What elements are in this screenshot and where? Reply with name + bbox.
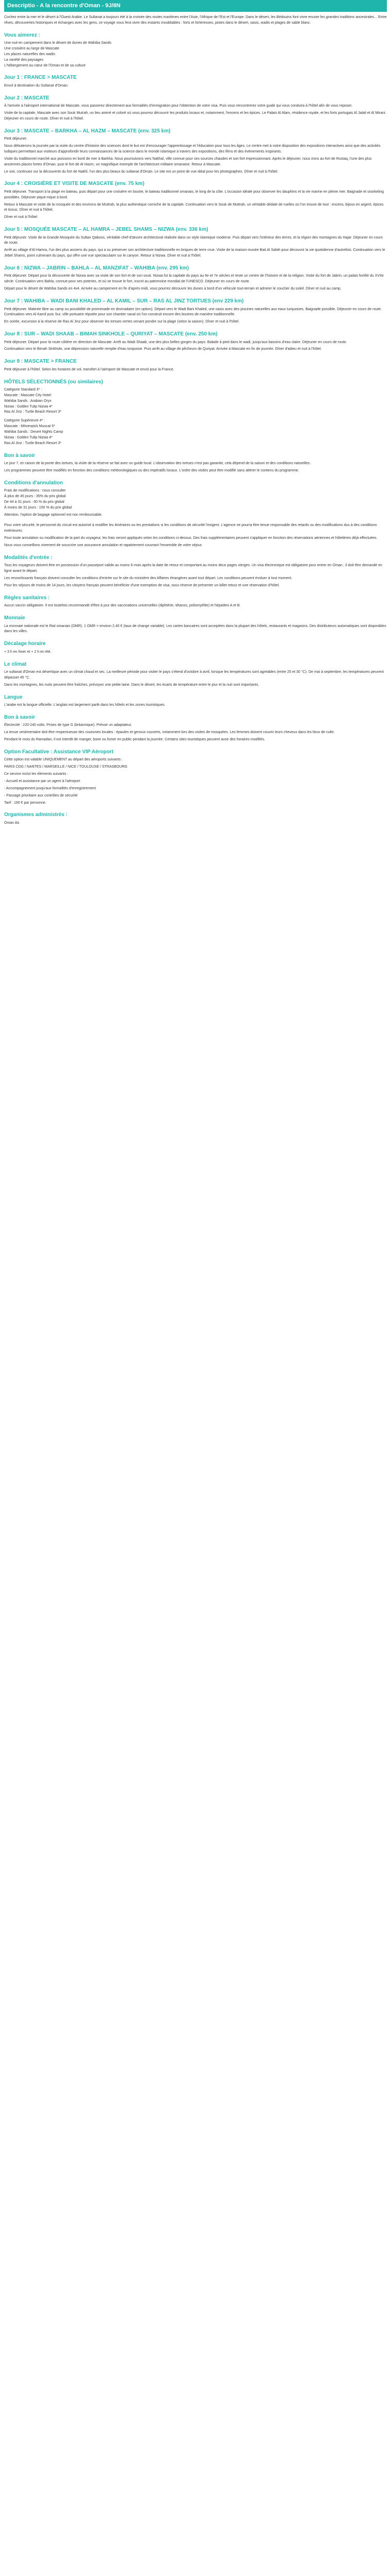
section-heading: Le climat [4, 661, 27, 667]
section-heading: HÔTELS SÉLECTIONNÉS (ou similaires) [4, 379, 103, 385]
option-section [4, 748, 387, 806]
hotel-item: Wahiba Sands : Arabian Oryx [4, 399, 52, 403]
hotel-item: Nizwa : Golden Tulip Nizwa 4* [4, 404, 53, 409]
list-item: La variété des paysages [4, 58, 43, 62]
climat-section [4, 660, 387, 688]
hotel-item: Mascate : Mövenpick Muscat 5* [4, 425, 55, 429]
section-heading: Vous aimerez : [4, 32, 40, 38]
monnaie-paragraph: La monnaie nationale est le Rial omanais (OMR). 1 OMR = environ 2,40 € (taux de change variable). Les cartes bancaires sont acceptées dans la plupart des hôtels, restaurants et magasins. Des distributeurs automatiques sont disponibles dans les villes. [4, 624, 386, 634]
vous-aimerez-section [4, 31, 387, 69]
day-paragraph: Petit déjeuner. Visite de la Grande Mosquée du Sultan Qaboos, véritable chef-d'œuvre architectural réalisée dans un style islamique moderne. Puis départ vers l'intérieur des terres, et la région des montagnes du Hajar. Déjeuner en cours de route. [4, 235, 383, 245]
section-heading: Bon à savoir [4, 714, 36, 720]
section-heading: Option Facultative : Assistance VIP Aéroport [4, 749, 113, 755]
day-section [4, 330, 387, 352]
decalage-paragraph: + 3 h en hiver et + 2 h en été. [4, 650, 52, 654]
monnaie-section [4, 614, 387, 635]
bon-savoir2-paragraph: Pendant le mois du Ramadan, il est interdit de manger, boire ou fumer en public pendant la journée. Certains sites touristiques peuvent avoir des horaires modifiés. [4, 738, 265, 742]
section-heading: Organismes administrés : [4, 812, 68, 818]
note-paragraph: Nous vous conseillons vivement de souscrire une assurance annulation et rapatriement couvrant l'ensemble de votre séjour. [4, 543, 203, 547]
option-paragraph: - Passage prioritaire aux contrôles de sécurité [4, 793, 78, 798]
bon-a-savoir-paragraph: Les programmes peuvent être modifiés en fonction des conditions météorologiques ou des impératifs locaux. L'ordre des visites peut être modifié sans altérer le contenu du programme. [4, 468, 299, 472]
option-body [4, 757, 387, 806]
day-heading: Jour 4 : CROISIÈRE ET VISITE DE MASCATE (env. 75 km) [4, 181, 144, 187]
modalites-paragraph: Les ressortissants français doivent consulter les conditions d'entrée sur le site du ministère des Affaires étrangères avant tout départ. Les conditions peuvent évoluer à tout moment. [4, 576, 292, 580]
bon-savoir2-paragraph: Électricité : 220-240 volts. Prises de type G (britannique). Prévoir un adaptateur. [4, 723, 132, 727]
day-paragraph: Arrêt au village d'Al Hamra, l'un des plus anciens du pays, qui a su préserver son architecture traditionnelle en briques de terre crue. Visite de la maison-musée Bait Al Safah pour découvrir la vie quotidienne d'autrefois. Continuation vers le Jebel Shams, point culminant du pays, qui offre une vue spectaculaire sur le canyon. Retour à Nizwa. Dîner et nuit à l'hôtel. [4, 248, 385, 258]
section-heading: Décalage horaire [4, 641, 46, 647]
option-paragraph: - Accueil et assistance par un agent à l'aéroport [4, 779, 80, 783]
intro-text: Cochez entre la mer et le désert à l'Ouest Arabie. Le Sultanat a toujours été à la croisée des routes maritimes entre l'Asie, l'Afrique de l'Est et l'Europe. Dans le désert, les Bédouins font vivre encore les grandes traditions ancestrales... Entre rêves, découvertes historiques et échanges avec les gens, ce voyage vous fera vivre des instants inoubliables : forts et forteresses, pistes dans le désert, oasis, wadis et plages de sable blanc. [4, 15, 387, 25]
bon-savoir2-body [4, 723, 387, 743]
day-paragraph: Retour à Mascate et visite de la mosquée et des environs de Muttrah, la plus authentique corniche de la capitale. Continuation vers le Souk de Muttrah, un véritable dédale de ruelles où l'on trouve de tout : encens, bijoux en argent, épices et tissus. Dîner et nuit à l'hôtel. [4, 202, 384, 212]
note-paragraph: Pour votre sécurité, le personnel du circuit est autorisé à modifier les itinéraires ou les prestations si les conditions de sécurité l'exigent. L'agence ne pourra être tenue responsable des retards ou des modifications dus à des conditions extérieures. [4, 523, 377, 533]
decalage-body [4, 650, 387, 655]
option-paragraph: Cette option est valable UNIQUEMENT au départ des aéroports suivants : [4, 758, 123, 762]
langue-paragraph: L'arabe est la langue officielle. L'anglais est largement parlé dans les hôtels et les zones touristiques. [4, 703, 166, 707]
vaccins-body [4, 603, 387, 609]
day-heading: Jour 9 : MASCATE > FRANCE [4, 359, 77, 365]
organismes-section [4, 811, 387, 826]
day-heading: Jour 8 : SUR – WADI SHAAB – BIMAH SINKHOLE – QURIYAT – MASCATE (env. 250 km) [4, 331, 218, 337]
day-paragraph: Départ pour le désert de Wahiba Sands en 4x4. Arrivée au campement en fin d'après-midi, vous pourrez découvrir les dunes à bord d'un véhicule tout-terrain et admirer le coucher du soleil. Dîner et nuit au camp. [4, 287, 341, 291]
day-heading: Jour 2 : MASCATE [4, 95, 50, 101]
climat-body [4, 670, 387, 688]
bon-a-savoir-section [4, 452, 387, 474]
condition-item: Frais de modifications : nous consulter [4, 489, 66, 493]
day-paragraph: Nous débuterons la journée par la visite du centre d'histoire des sciences dont le but est d'encourager l'apprentissage et l'éducation pour tous les âges. Le centre met à notre disposition des expositions interactives ainsi que des activités ludiques permettant aux visiteurs d'approfondir leurs connaissances de la science dans le monde islamique à travers des expositions, des films et des événements inspirants. [4, 144, 381, 154]
day-section [4, 94, 387, 122]
day-paragraph: Dîner et nuit à l'hôtel. [4, 215, 38, 219]
day-section [4, 127, 387, 175]
section-heading: Bon à savoir [4, 452, 36, 459]
day-paragraph: Petit déjeuner à l'hôtel. Selon les horaires de vol, transfert à l'aéroport de Mascate et envol pour la France. [4, 367, 174, 371]
langue-body [4, 703, 387, 708]
day-section [4, 297, 387, 325]
list-item: Une nuit en campement dans le désert de dunes de Wahiba Sands [4, 41, 111, 45]
hotel-item: Ras Al Jinz : Turtle Beach Resort 3* [4, 441, 61, 445]
option-paragraph: - Accompagnement jusqu'aux formalités d'enregistrement [4, 786, 96, 790]
day-paragraph: Petit déjeuner. Départ pour la route côtière en direction de Mascate. Arrêt au Wadi Shaab, une des plus belles gorges du pays. Balade à pied dans le wadi, jusqu'aux bassins d'eau claire. Déjeuner en cours de route. [4, 340, 347, 344]
day-section [4, 264, 387, 292]
vaccins-section [4, 594, 387, 609]
note-paragraph: Pour toute annulation ou modification de la part du voyageur, les frais seront appliqués selon les conditions ci-dessus. Des frais supplémentaires peuvent s'appliquer en fonction des réservations aériennes et hôtelières déjà effectuées. [4, 536, 378, 540]
option-paragraph: Tarif : 160 € par personne. [4, 801, 46, 805]
day-paragraph: Petit déjeuner. Départ pour la découverte de Nizwa avec sa visite de son fort et de son souk. Nizwa fut la capitale du pays au 6e et 7e siècles et reste un centre de l'histoire et de la religion. Visite du fort de Jabrin, un palais fortifié du XVIIe siècle. Continuation vers Bahla, connue pour ses poteries, et où se trouve le fort, inscrit au patrimoine mondial de l'UNESCO. Déjeuner en cours de route. [4, 274, 384, 284]
day-paragraph: Continuation vers le Bimah Sinkhole, une dépression naturelle remplie d'eau turquoise. Puis arrêt au village de pêcheurs de Quriyat. Arrivée à Mascate en fin de journée. Dîner d'adieu et nuit à l'hôtel. [4, 347, 322, 351]
day-heading: Jour 6 : NIZWA – JABRIN – BAHLA – AL MANZIFAT – WAHIBA (env. 295 km) [4, 265, 189, 271]
section-heading: Règles sanitaires : [4, 595, 50, 601]
day-heading: Jour 7 : WAHIBA – WADI BANI KHALED – AL KAMIL – SUR – RAS AL JINZ TORTUES (env 229 km) [4, 298, 244, 304]
list-item: Une croisière au large de Mascate [4, 47, 59, 51]
day-paragraph: Le soir, continuez sur la découverte du fort de Nakhl, l'un des plus beaux du sultanat d'Oman. Le site est un point de vue idéal pour les photographes. Dîner et nuit à l'hôtel. [4, 170, 279, 174]
list-item: Les places naturelles des wadis [4, 52, 55, 56]
organismes-paragraph: Oman Air. [4, 821, 20, 825]
decalage-section [4, 640, 387, 655]
list-item: L'hébergement au cœur de l'Oman et de sa culture [4, 63, 86, 67]
bon-savoir2-section [4, 714, 387, 743]
day-heading: Jour 1 : FRANCE > MASCATE [4, 75, 77, 81]
hotel-item: Catégorie Standard 3* : [4, 388, 42, 392]
condition-item: À moins de 31 jours : 100 % du prix global [4, 505, 72, 510]
day-paragraph: Petit déjeuner. [4, 137, 27, 141]
bon-savoir2-paragraph: La tenue vestimentaire doit être respectueuse des coutumes locales : épaules et genoux couverts, notamment lors des visites de mosquées. Les femmes doivent couvrir leurs cheveux dans les lieux de culte. [4, 731, 335, 735]
condition-item: De 44 à 31 jours : 60 % du prix global [4, 500, 64, 504]
day-section [4, 226, 387, 259]
hotels-list [4, 387, 387, 446]
langue-section [4, 693, 387, 708]
modalites-section [4, 554, 387, 589]
hotel-item: Catégorie Supérieure 4* : [4, 419, 45, 423]
page-title: Descriptio - A la rencontre d'Oman - 9J/8N [4, 0, 387, 12]
bon-a-savoir-body [4, 461, 387, 474]
option-paragraph: Ce service inclut les éléments suivants : [4, 772, 69, 776]
modalites-paragraph: Tous les voyageurs doivent être en possession d'un passeport valide au moins 6 mois après la date de retour et comportant au moins deux pages vierges. Un visa électronique est obligatoire pour entrer en Oman ; il doit être demandé en ligne avant le départ. [4, 564, 382, 573]
climat-paragraph: Le sultanat d'Oman est désertique avec un climat chaud et sec. La meilleure période pour visiter le pays s'étend d'octobre à avril, lorsque les températures sont agréables (entre 25 et 30 °C). De mai à septembre, les températures peuvent dépasser 45 °C. [4, 670, 384, 680]
conditions-section [4, 479, 387, 518]
section-heading: Modalités d'entrée : [4, 554, 53, 561]
day-paragraph: Petit déjeuner. Matinée libre au camp ou possibilité de promenade en dromadaire (en option). Départ vers le Wadi Bani Khaled, une oasis avec des piscines naturelles aux eaux turquoises. Baignade possible. Déjeuner en cours de route. Continuation vers Al Kamil puis Sur, ville portuaire réputée pour son chantier naval où l'on construit encore des boutres de manière traditionnelle. [4, 307, 382, 317]
day-heading: Jour 3 : MASCATE – BARKHA – AL HAZM – MASCATE (env. 325 km) [4, 128, 171, 134]
vaccins-paragraph: Aucun vaccin obligatoire. Il est toutefois recommandé d'être à jour des vaccinations universelles (diphtérie, tétanos, poliomyélite) et hépatites A et B. [4, 604, 241, 608]
section-heading: Conditions d'annulation [4, 480, 63, 486]
day-paragraph: Visite de la capitale, Mascate avec son Souk Mutrah, un lieu animé et coloré où vous pourrez découvrir les produits locaux et, notamment, l'encens et les épices. Le Palais Al Alam, résidence royale, et les forts portugais Al Jalali et Al Mirani. Déjeuner en cours de route. Dîner et nuit à l'hôtel. [4, 111, 386, 121]
organismes-body [4, 821, 387, 826]
hotel-item: Mascate : Mascate City Hotel [4, 393, 52, 397]
section-heading: Langue [4, 694, 23, 700]
hotel-item: Ras Al Jinz : Turtle Beach Resort 3* [4, 410, 61, 414]
conditions-note: Attention, l'option de bagage optionnel est non remboursable. [4, 513, 103, 517]
hotel-item: Wahiba Sands : Desert Nights Camp [4, 430, 63, 434]
climat-paragraph: Dans les montagnes, les nuits peuvent être fraîches, prévoyez une petite laine. Dans le désert, les écarts de température entre le jour et la nuit sont importants. [4, 683, 259, 687]
option-paragraph: PARIS CDG / NANTES / MARSEILLE / NICE / TOULOUSE / STRASBOURG [4, 765, 127, 769]
vous-aimerez-list [4, 41, 387, 69]
day-section [4, 180, 387, 221]
day-paragraph: Petit déjeuner. Transport à la plage en bateau, puis départ pour une croisière en boutre, le bateau traditionnel omanais, le long de la côte. L'occasion idéale pour observer les dauphins et la vie marine en pleine mer. Baignade et snorkeling possibles. Déjeuner pique-nique à bord. [4, 190, 384, 199]
itinerary [4, 74, 387, 372]
hotel-item: Nizwa : Golden Tulip Nizwa 4* [4, 435, 53, 439]
monnaie-body [4, 624, 387, 635]
day-paragraph: En soirée, excursion à la réserve de Ras Al Jinz pour observer les tortues vertes venant pondre sur la plage (selon la saison). Dîner et nuit à l'hôtel. [4, 320, 240, 324]
day-paragraph: Visite du traditionnel marché aux poissons en bord de mer à Barkha. Nous poursuivons vers Nakhal, ville connue pour ses sources chaudes et son fort impressionnant. Après le déjeuner, nous irons au fort de Rustaq, l'une des plus anciennes places fortes d'Oman, puis le fort de Al Hazm, un magnifique exemple de l'architecture militaire omanaise. Retour à Mascate. [4, 157, 372, 166]
modalites-paragraph: Pour les séjours de moins de 14 jours, les citoyens français peuvent bénéficier d'une exemption de visa, sous réserve de présenter un billet retour et une réservation d'hôtel. [4, 583, 280, 587]
day-paragraph: À l'arrivée à l'aéroport international de Mascate, vous passerez directement aux formalités d'immigration pour l'obtention de votre visa. Puis vous rencontrerez votre guide qui vous conduira à l'hôtel afin de vous reposer. [4, 104, 353, 108]
day-heading: Jour 5 : MOSQUÉE MASCATE – AL HAMRA – JEBEL SHAMS – NIZWA (env. 336 km) [4, 227, 208, 233]
condition-item: À plus de 45 jours : 35% du prix global [4, 495, 66, 499]
day-section [4, 74, 387, 89]
bon-a-savoir-paragraph: Le jour 7, en raison de la ponte des tortues, la visite de la réserve se fait avec un guide local. L'observation des tortues n'est pas garantie, cela dépend de la saison et des conditions naturelles. [4, 462, 311, 466]
notes-section [4, 523, 387, 548]
day-paragraph: Envol à destination du Sultanat d'Oman. [4, 83, 69, 88]
modalites-body [4, 563, 387, 588]
conditions-list [4, 488, 387, 511]
day-section [4, 358, 387, 372]
page [0, 0, 391, 844]
section-heading: Monnaie [4, 615, 25, 621]
hotels-section [4, 378, 387, 447]
